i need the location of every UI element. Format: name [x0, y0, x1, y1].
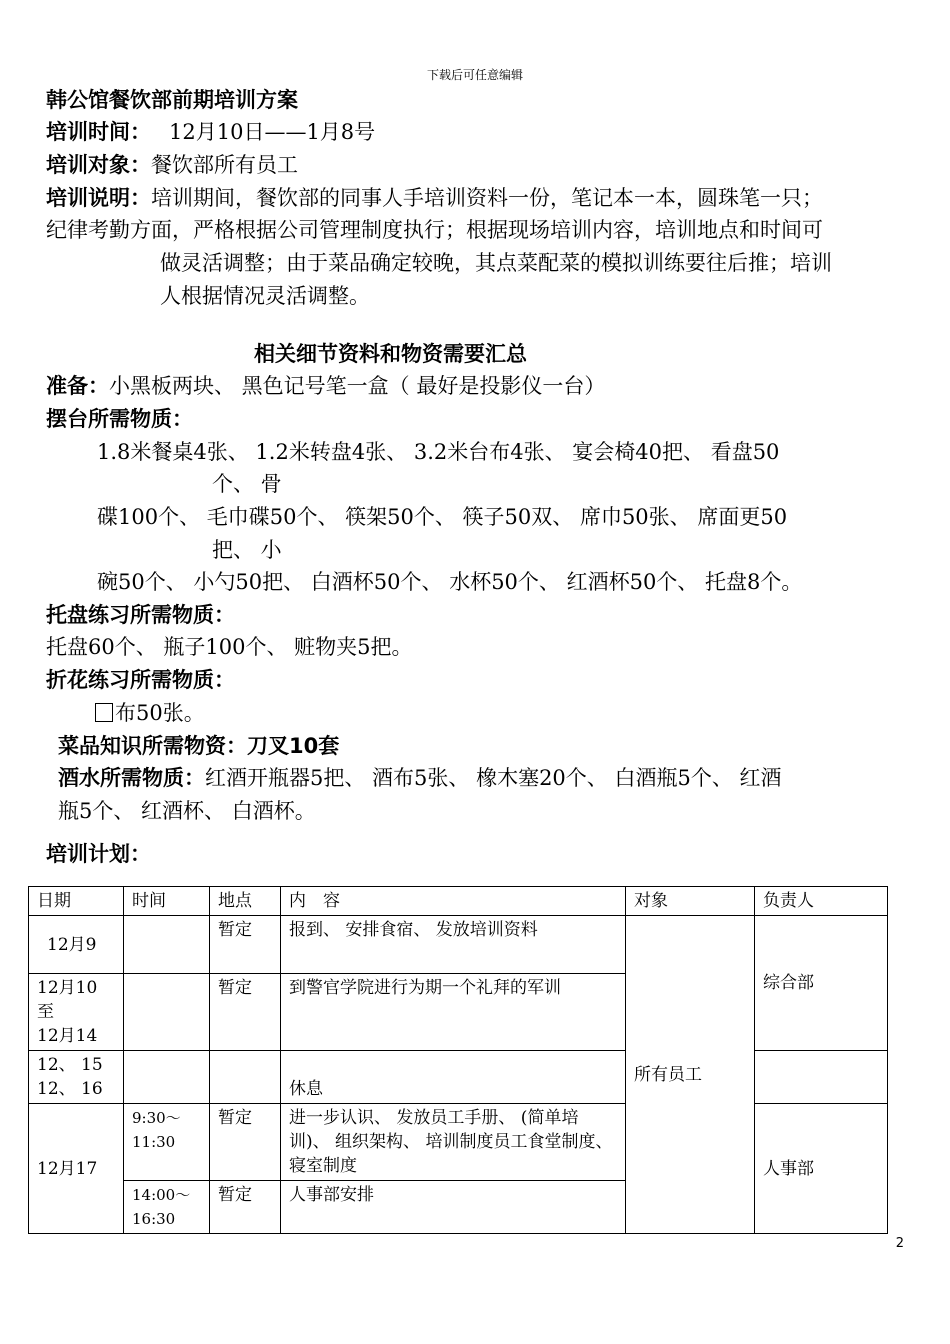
cell-owner-empty	[755, 1051, 888, 1104]
header-target: 对象	[626, 887, 755, 916]
cell-content: 进一步认识、 发放员工手册、 (简单培训)、 组织架构、 培训制度员工食堂制度、 寝室制度	[281, 1104, 626, 1181]
fold-value: 布50张。	[115, 701, 205, 725]
prepare-value: 小黑板两块、 黑色记号笔一盒（ 最好是投影仪一台）	[109, 374, 606, 398]
setting-line4: 把、 小	[212, 538, 282, 562]
cell-date: 12月9	[29, 916, 124, 974]
header-owner: 负责人	[755, 887, 888, 916]
training-time	[46, 116, 375, 149]
training-target-value: 餐饮部所有员工	[151, 153, 298, 177]
date-line: 至	[37, 1002, 54, 1022]
cell-content: 休息	[281, 1051, 626, 1104]
wine	[58, 762, 782, 795]
training-target	[46, 149, 298, 182]
cell-date: 12月17	[29, 1104, 124, 1234]
tray-value: 托盘60个、 瓶子100个、 赃物夹5把。	[46, 635, 413, 659]
summary-title: 相关细节资料和物资需要汇总	[254, 342, 527, 366]
table-header-row	[29, 887, 888, 916]
training-time-label: 培训时间：	[46, 120, 151, 144]
training-notes-line2: 纪律考勤方面，严格根据公司管理制度执行；根据现场培训内容，培训地点和时间可	[46, 218, 823, 242]
prepare	[46, 370, 605, 403]
wine-label: 酒水所需物质：	[58, 766, 205, 790]
cell-place: 暂定	[210, 1181, 281, 1234]
cell-time	[124, 974, 210, 1051]
plan-title: 培训计划：	[46, 842, 151, 866]
setting-line3: 碟100个、 毛巾碟50个、 筷架50个、 筷子50双、 席巾50张、 席面更50	[97, 505, 788, 529]
header-time: 时间	[124, 887, 210, 916]
cell-time	[124, 1051, 210, 1104]
setting-label: 摆台所需物质：	[46, 407, 193, 431]
date-line: 12、 15	[37, 1055, 103, 1075]
training-notes-line1: 培训期间，餐饮部的同事人手培训资料一份，笔记本一本，圆珠笔一只；	[151, 186, 823, 210]
page-number: 2	[895, 1236, 904, 1251]
cell-time: 14:00～16:30	[124, 1181, 210, 1234]
table-row	[29, 916, 888, 974]
header-date: 日期	[29, 887, 124, 916]
training-target-label: 培训对象：	[46, 153, 151, 177]
training-notes-label: 培训说明：	[46, 186, 151, 210]
cell-place	[210, 1051, 281, 1104]
training-notes-line4: 人根据情况灵活调整。	[160, 284, 370, 308]
header-note: 下载后可任意编辑	[426, 68, 523, 82]
setting-line2: 个、 骨	[212, 472, 282, 496]
setting-line5: 碗50个、 小勺50把、 白酒杯50个、 水杯50个、 红酒杯50个、 托盘8个。	[97, 570, 803, 594]
training-notes	[46, 182, 823, 215]
cell-date	[29, 974, 124, 1051]
cell-time: 9:30～11:30	[124, 1104, 210, 1181]
cell-target: 所有员工	[626, 916, 755, 1234]
fold-label: 折花练习所需物质：	[46, 668, 235, 692]
setting-line1: 1.8米餐桌4张、 1.2米转盘4张、 3.2米台布4张、 宴会椅40把、 看盘50	[97, 440, 780, 464]
cell-place: 暂定	[210, 974, 281, 1051]
cell-content: 到警官学院进行为期一个礼拜的军训	[281, 974, 626, 1051]
cell-owner-hr: 人事部	[755, 1104, 888, 1234]
date-line: 12月10	[37, 978, 98, 998]
cell-time	[124, 916, 210, 974]
prepare-label: 准备：	[46, 374, 109, 398]
fold-value-row	[95, 697, 205, 730]
date-line: 12月14	[37, 1026, 98, 1046]
cell-place: 暂定	[210, 916, 281, 974]
placeholder-box-icon	[95, 703, 113, 722]
cell-owner-general: 综合部	[755, 916, 888, 1051]
cell-content: 报到、 安排食宿、 发放培训资料	[281, 916, 626, 974]
cell-date	[29, 1051, 124, 1104]
training-time-value: 12月10日——1月8号	[169, 120, 376, 144]
tray-label: 托盘练习所需物质：	[46, 603, 235, 627]
table-row	[29, 1104, 888, 1181]
header-place: 地点	[210, 887, 281, 916]
wine-line2: 瓶5个、 红酒杯、 白酒杯。	[58, 799, 316, 823]
cell-content: 人事部安排	[281, 1181, 626, 1234]
training-plan-table	[28, 886, 888, 1234]
cell-place: 暂定	[210, 1104, 281, 1181]
dish-label: 菜品知识所需物资：刀叉10套	[58, 734, 340, 758]
table-row	[29, 1051, 888, 1104]
doc-title: 韩公馆餐饮部前期培训方案	[46, 88, 298, 112]
training-notes-line3: 做灵活调整；由于菜品确定较晚，其点菜配菜的模拟训练要往后推；培训	[160, 251, 832, 275]
header-content: 内 容	[281, 887, 626, 916]
date-line: 12、 16	[37, 1079, 103, 1099]
wine-line1: 红酒开瓶器5把、 酒布5张、 橡木塞20个、 白酒瓶5个、 红酒	[205, 766, 782, 790]
